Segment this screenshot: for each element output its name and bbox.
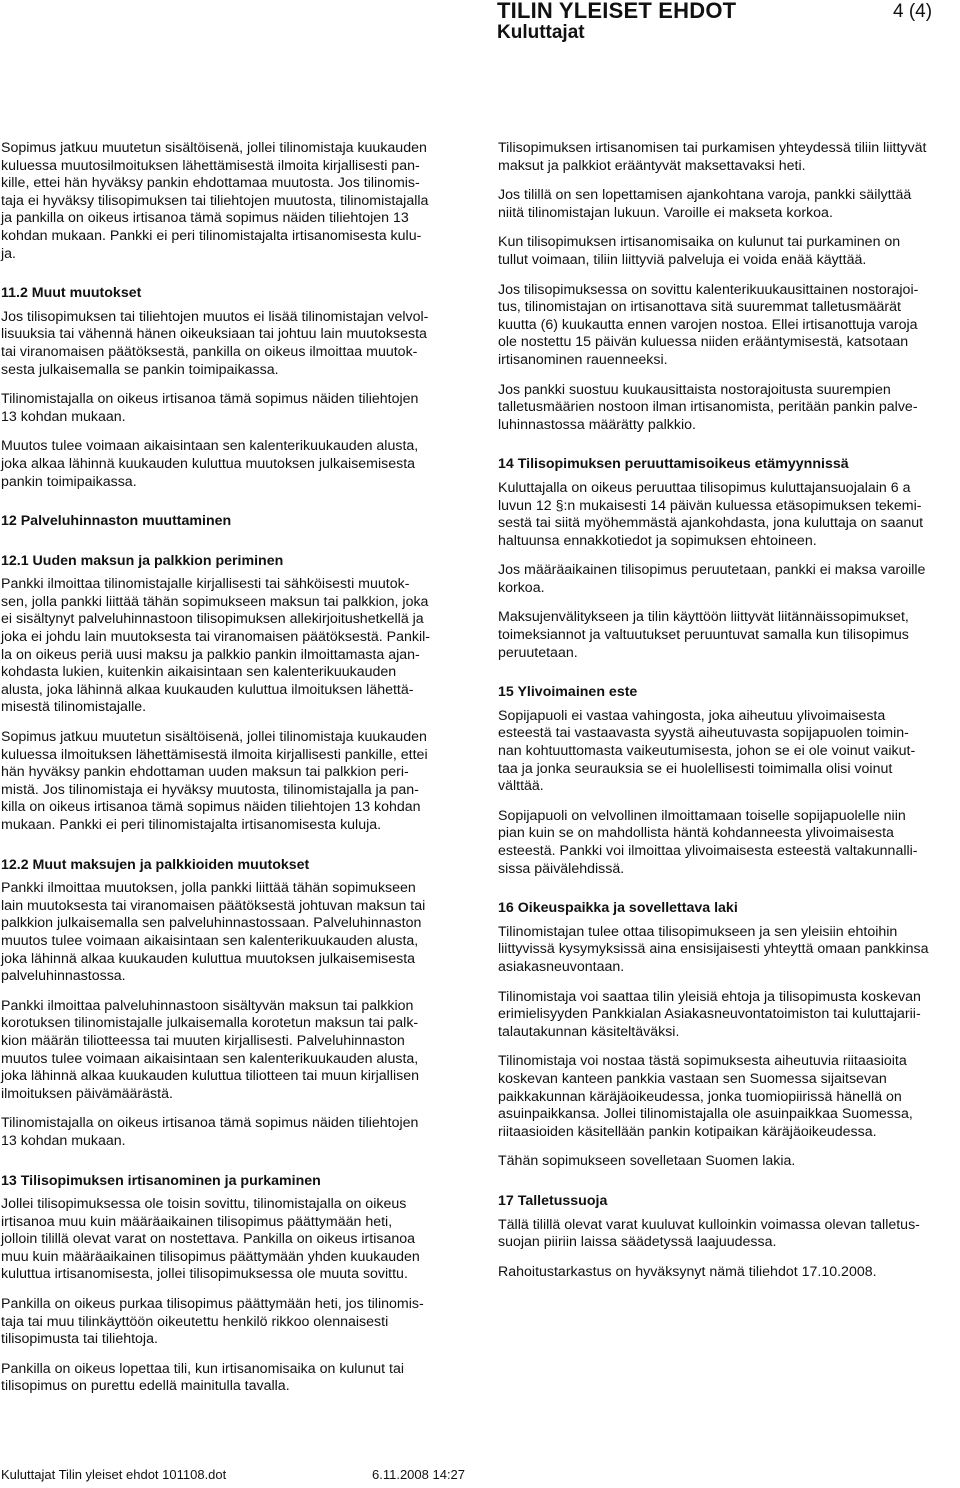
paragraph: Jos tilillä on sen lopettamisen ajankohtana varoja, pankki säilyttää niitä tilinomistajan lukuun. Varoille ei makseta korkoa. bbox=[498, 187, 912, 221]
section-heading: 12.1 Uuden maksun ja palkkion periminen bbox=[1, 552, 284, 569]
paragraph: Pankki ilmoittaa palveluhinnastoon sisältyvän maksun tai palkkion korotuksen tilinomistajalle julkaisemalla korotetun maksun tai palk- kion määrän tiliotteessa tai muuten kirjallisesti. Palveluhinnaston muutos tulee voimaan aikaisintaan sen kalenterikuukauden alusta, joka lähinnä alkaa kuukauden kuluttua tiliotteen tai muun kirjallisen ilmoituksen päivämäärästä. bbox=[1, 997, 420, 1102]
section-heading: 13 Tilisopimuksen irtisanominen ja purkaminen bbox=[1, 1172, 321, 1189]
section-heading: 16 Oikeuspaikka ja sovellettava laki bbox=[498, 900, 738, 917]
paragraph: Sopijapuoli on velvollinen ilmoittamaan toiselle sopijapuolelle niin pian kuin se on mahdollista häntä kohdanneesta ylivoimaisesta esteestä. Pankki voi ilmoittaa ylivoimaisesta esteestä valtakunnalli- sissa päivälehdissä. bbox=[498, 807, 918, 877]
paragraph: Kuluttajalla on oikeus peruuttaa tilisopimus kuluttajansuojalain 6 a luvun 12 §:n mukaisesti 14 päivän kuluessa etäsopimuksen tekemi- sestä tai siitä myöhemmästä ajankohdasta, jona kuluttaja on saanut haltuunsa ennakkotiedot ja sopimuksen ehtoineen. bbox=[498, 479, 924, 549]
footer-date: 6.11.2008 14:27 bbox=[372, 1467, 466, 1482]
paragraph: Tällä tilillä olevat varat kuuluvat kulloinkin voimassa olevan talletus- suojan piiriin laissa säädetyssä laajuudessa. bbox=[498, 1216, 920, 1251]
paragraph: Muutos tulee voimaan aikaisintaan sen kalenterikuukauden alusta, joka alkaa lähinnä kuukauden kuluttua muutoksen julkaisemisesta pankin toimipaikassa. bbox=[1, 438, 419, 490]
left-column bbox=[1, 140, 461, 1408]
paragraph: Pankilla on oikeus purkaa tilisopimus päättymään heti, jos tilinomis- taja tai muu tilinkäyttöön oikeutettu henkilö rikkoo olennaisesti tilisopimusta tai tiliehtoja. bbox=[1, 1296, 424, 1348]
paragraph: Maksujenvälitykseen ja tilin käyttöön liittyvät liitännäissopimukset, toimeksiannot ja valtuutukset peruuntuvat samalla kun tilisopimus peruutetaan. bbox=[498, 609, 909, 661]
right-column bbox=[498, 140, 958, 1293]
paragraph: Kun tilisopimuksen irtisanomisaika on kulunut tai purkaminen on tullut voimaan, tiliin liittyviä palveluja ei voida enää käyttää. bbox=[498, 234, 901, 268]
section-heading: 15 Ylivoimainen este bbox=[498, 684, 638, 701]
paragraph: Sopimus jatkuu muutetun sisältöisenä, jollei tilinomistaja kuukauden kuluessa ilmoituksen lähettämisestä ilmoita kirjallisesti pankille, ettei hän hyväksy pankin ehdottaman uuden maksun tai palkkion peri- mistä. Jos tilinomistaja ei hyväksy muutosta, tilinomistajalla ja pan- killa on oikeus irtisanoa tämä sopimus näiden tiliehtojen 13 kohdan mukaan. Pankki ei peri tilinomistajalta irtisanomisesta kuluja. bbox=[1, 729, 428, 833]
paragraph: Jollei tilisopimuksessa ole toisin sovittu, tilinomistajalla on oikeus irtisanoa muu kuin määräaikainen tilisopimus päättymään heti, jolloin tilillä olevat varat on nostettava. Pankilla on oikeus irtisanoa muu kuin määräaikainen tilisopimus päättymään yhden kuukauden kuluttua irtisanomisesta, jollei tilisopimuksessa ole muuta sovittu. bbox=[1, 1196, 420, 1283]
paragraph: Tilinomistaja voi saattaa tilin yleisiä ehtoja ja tilisopimusta koskevan erimielisyyden Pankkialan Asiakasneuvontatoimiston tai kuluttajarii- talautakunnan käsiteltäväksi. bbox=[498, 988, 921, 1040]
document-subtitle: Kuluttajat bbox=[497, 22, 585, 43]
section-heading: 17 Talletussuoja bbox=[498, 1192, 608, 1209]
paragraph: Sopimus jatkuu muutetun sisältöisenä, jollei tilinomistaja kuukauden kuluessa muutosilmoituksen lähettämisestä ilmoita kirjallisesti pan- kille, ettei hän hyväksy pankin ehdottamaa muutosta. Jos tilinomis- taja ei hyväksy tilisopimuksen tai tiliehtojen muutosta, tilinomistajalla ja pankilla on oikeus irtisanoa tämä sopimus näiden tiliehtojen 13 kohdan mukaan. Pankki ei peri tilinomistajalta irtisanomisesta kulu- ja. bbox=[1, 140, 429, 262]
paragraph: Pankilla on oikeus lopettaa tili, kun irtisanomisaika on kulunut tai tilisopimus on purettu edellä mainitulla tavalla. bbox=[1, 1360, 404, 1395]
paragraph: Jos tilisopimuksessa on sovittu kalenterikuukausittainen nostorajoi- tus, tilinomistajan on irtisanottava sitä suuremmat talletusmäärät kuutta (6) kuukautta ennen varojen nostoa. Ellei irtisanottuja varoja ole nostettu 15 päivän kuluessa niiden erääntymisestä, katsotaan irtisanominen rauenneeksi. bbox=[498, 281, 919, 368]
paragraph: Jos määräaikainen tilisopimus peruutetaan, pankki ei maksa varoille korkoa. bbox=[498, 562, 926, 596]
section-heading: 12 Palveluhinnaston muuttaminen bbox=[1, 513, 232, 530]
paragraph: Pankki ilmoittaa muutoksen, jolla pankki liittää tähän sopimukseen lain muutoksesta tai viranomaisen päätöksestä johtuvan maksun tai palkkion julkaisemalla sen palveluhinnastossaan. Palveluhinnaston muutos tulee voimaan aikaisintaan sen kalenterikuukauden alusta, joka lähinnä alkaa kuukauden kuluttua muutoksen julkaisemisesta palveluhinnastossa. bbox=[1, 880, 426, 985]
paragraph: Rahoitustarkastus on hyväksynyt nämä tiliehdot 17.10.2008. bbox=[498, 1263, 877, 1280]
section-heading: 11.2 Muut muutokset bbox=[1, 285, 142, 302]
document-title: TILIN YLEISET EHDOT bbox=[497, 0, 737, 23]
page-number: 4 (4) bbox=[893, 1, 933, 22]
paragraph: Tähän sopimukseen sovelletaan Suomen lakia. bbox=[498, 1153, 796, 1170]
section-heading: 14 Tilisopimuksen peruuttamisoikeus etämyynnissä bbox=[498, 456, 849, 473]
section-heading: 12.2 Muut maksujen ja palkkioiden muutokset bbox=[1, 856, 310, 873]
paragraph: Tilinomistajan tulee ottaa tilisopimukseen ja sen yleisiin ehtoihin liittyvissä kysymyksissä aina ensisijaisesti yhteyttä omaan pankkinsa asiakasneuvontaan. bbox=[498, 923, 929, 975]
paragraph: Tilinomistaja voi nostaa tästä sopimuksesta aiheutuvia riitaasioita koskevan kanteen pankkia vastaan sen Suomessa sijaitsevan paikkakunnan käräjäoikeudessa, jonka tuomiopiirissä hänellä on asuinpaikkansa. Jollei tilinomistajalla ole asuinpaikkaa Suomessa, riitaasioiden käsitellään pankin kotipaikan käräjäoikeudessa. bbox=[498, 1053, 913, 1140]
paragraph: Pankki ilmoittaa tilinomistajalle kirjallisesti tai sähköisesti muutok- sen, jolla pankki liittää tähän sopimukseen maksun tai palkkion, joka ei sisältynyt palveluhinnastoon tilisopimuksen allekirjoitushetkellä ja joka ei johdu lain muutoksesta tai viranomaisen päätöksestä. Pankil- la on oikeus periä uusi maksu ja palkkio pankin ilmoittamasta ajan- kohdasta lukien, kuitenkin aikaisintaan sen kalenterikuukauden alusta, joka lähinnä alkaa kuukauden kuluttua ilmoituksen lähettä- misestä tilinomistajalle. bbox=[1, 576, 431, 716]
paragraph: Jos tilisopimuksen tai tiliehtojen muutos ei lisää tilinomistajan velvol- lisuuksia tai vähennä hänen oikeuksiaan tai johtuu lain muutoksesta tai viranomaisen päätöksestä, pankilla on oikeus ilmoittaa muutok- sesta julkaisemalla se pankin toimipaikassa. bbox=[1, 308, 429, 378]
footer-filename: Kuluttajat Tilin yleiset ehdot 101108.dot bbox=[1, 1467, 227, 1482]
paragraph: Tilinomistajalla on oikeus irtisanoa tämä sopimus näiden tiliehtojen 13 kohdan mukaan. bbox=[1, 1115, 419, 1149]
paragraph: Tilisopimuksen irtisanomisen tai purkamisen yhteydessä tiliin liittyvät maksut ja palkkiot erääntyvät maksettavaksi heti. bbox=[498, 140, 927, 174]
paragraph: Tilinomistajalla on oikeus irtisanoa tämä sopimus näiden tiliehtojen 13 kohdan mukaan. bbox=[1, 391, 419, 425]
paragraph: Jos pankki suostuu kuukausittaista nostorajoitusta suurempien talletusmäärien nostoon ilman irtisanomista, peritään pankin palve- luhinnastossa määrätty palkkio. bbox=[498, 381, 918, 433]
paragraph: Sopijapuoli ei vastaa vahingosta, joka aiheutuu ylivoimaisesta esteestä tai vastaavasta syystä aiheutuvasta sopijapuolen toimin- nan kohtuuttomasta vaikeutumisesta, johon se ei ole voinut vaikut- taa ja jonka seurauksia se ei huolellisesti toimimalla olisi voinut välttää. bbox=[498, 707, 916, 795]
